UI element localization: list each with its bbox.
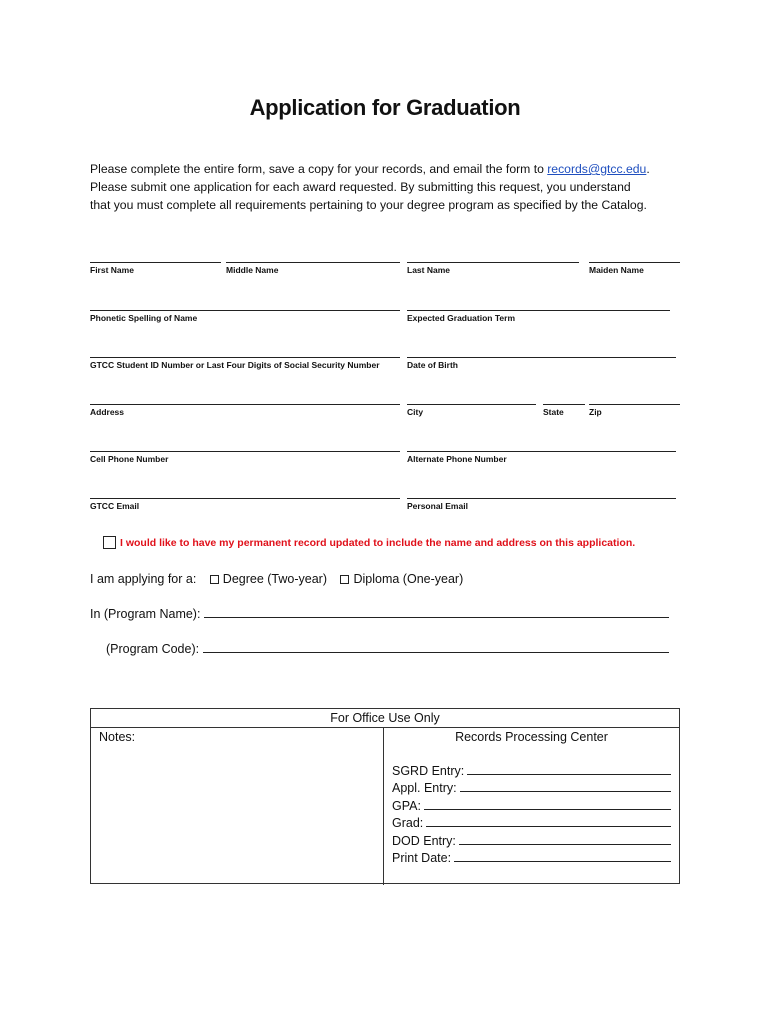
address-label: Address	[90, 407, 125, 417]
personal-email-label: Personal Email	[407, 501, 468, 511]
degree-option-label: Degree (Two-year)	[222, 572, 327, 586]
intro-line3: that you must complete all requirements pertaining to your degree program as specified by the Catalog.	[90, 198, 647, 212]
last-name-label: Last Name	[407, 265, 450, 275]
cell-phone-label: Cell Phone Number	[90, 454, 169, 464]
personal-email-field[interactable]	[407, 498, 676, 499]
notes-label: Notes:	[99, 730, 136, 744]
zip-label: Zip	[589, 407, 602, 417]
last-name-field[interactable]	[407, 262, 579, 263]
permanent-record-row	[103, 536, 635, 549]
print-date-field[interactable]	[454, 850, 671, 862]
expected-term-field[interactable]	[407, 310, 670, 311]
first-name-field[interactable]	[90, 262, 221, 263]
middle-name-field[interactable]	[226, 262, 400, 263]
intro-line2: Please submit one application for each award requested. By submitting this request, you understand	[90, 180, 631, 194]
address-field[interactable]	[90, 404, 400, 405]
program-name-field[interactable]	[204, 606, 669, 618]
gpa-field[interactable]	[424, 798, 671, 810]
records-processing-cell	[384, 728, 679, 885]
page-title: Application for Graduation	[249, 95, 521, 120]
program-name-row	[90, 606, 669, 621]
dob-label: Date of Birth	[407, 360, 458, 370]
gtcc-email-label: GTCC Email	[90, 501, 140, 511]
program-code-field[interactable]	[203, 641, 669, 653]
dod-entry-field[interactable]	[459, 833, 671, 845]
state-field[interactable]	[543, 404, 585, 405]
phonetic-field[interactable]	[90, 310, 400, 311]
dob-field[interactable]	[407, 357, 676, 358]
maiden-name-label: Maiden Name	[589, 265, 644, 275]
diploma-checkbox[interactable]	[340, 575, 349, 584]
intro-line1: Please complete the entire form, save a copy for your records, and email the form to	[90, 162, 548, 176]
applying-row	[90, 572, 463, 586]
state-label: State	[543, 407, 564, 417]
office-use-box	[90, 708, 680, 884]
program-code-row	[106, 641, 669, 656]
alt-phone-label: Alternate Phone Number	[407, 454, 507, 464]
degree-checkbox[interactable]	[210, 575, 219, 584]
program-name-label: In (Program Name):	[90, 607, 201, 621]
notes-cell[interactable]	[91, 728, 384, 885]
cell-phone-field[interactable]	[90, 451, 400, 452]
student-id-field[interactable]	[90, 357, 400, 358]
rpc-row: SGRD Entry:	[392, 760, 671, 778]
email-link[interactable]: records@gtcc.edu	[547, 162, 647, 176]
alt-phone-field[interactable]	[407, 451, 676, 452]
applying-label: I am applying for a:	[90, 572, 197, 586]
sgrd-entry-field[interactable]	[467, 763, 671, 775]
rpc-row: DOD Entry:	[392, 830, 671, 848]
first-name-label: First Name	[90, 265, 134, 275]
city-field[interactable]	[407, 404, 536, 405]
zip-field[interactable]	[589, 404, 680, 405]
diploma-option-label: Diploma (One-year)	[353, 572, 464, 586]
phonetic-label: Phonetic Spelling of Name	[90, 313, 198, 323]
permanent-record-checkbox[interactable]	[103, 536, 116, 549]
expected-term-label: Expected Graduation Term	[407, 313, 516, 323]
middle-name-label: Middle Name	[226, 265, 279, 275]
appl-entry-field[interactable]	[460, 780, 671, 792]
student-id-label: GTCC Student ID Number or Last Four Digits of Social Security Number	[90, 360, 380, 370]
office-use-header: For Office Use Only	[91, 709, 679, 728]
intro-text: Please complete the entire form, save a copy for your records, and email the form to records@gtcc.edu. Please submit one application for each award requested. By submitting this request, you understand that you must complete all requirements pertaining to your degree program as specified by the Catalog.	[90, 160, 690, 214]
rpc-row: Print Date:	[392, 848, 671, 866]
program-code-label: (Program Code):	[106, 642, 200, 656]
grad-field[interactable]	[426, 815, 671, 827]
rpc-row: GPA:	[392, 795, 671, 813]
city-label: City	[407, 407, 424, 417]
rpc-title: Records Processing Center	[455, 730, 608, 744]
rpc-row: Appl. Entry:	[392, 778, 671, 796]
gtcc-email-field[interactable]	[90, 498, 400, 499]
maiden-name-field[interactable]	[589, 262, 680, 263]
permanent-record-label: I would like to have my permanent record updated to include the name and address on this application.	[120, 536, 636, 549]
rpc-row: Grad:	[392, 813, 671, 831]
